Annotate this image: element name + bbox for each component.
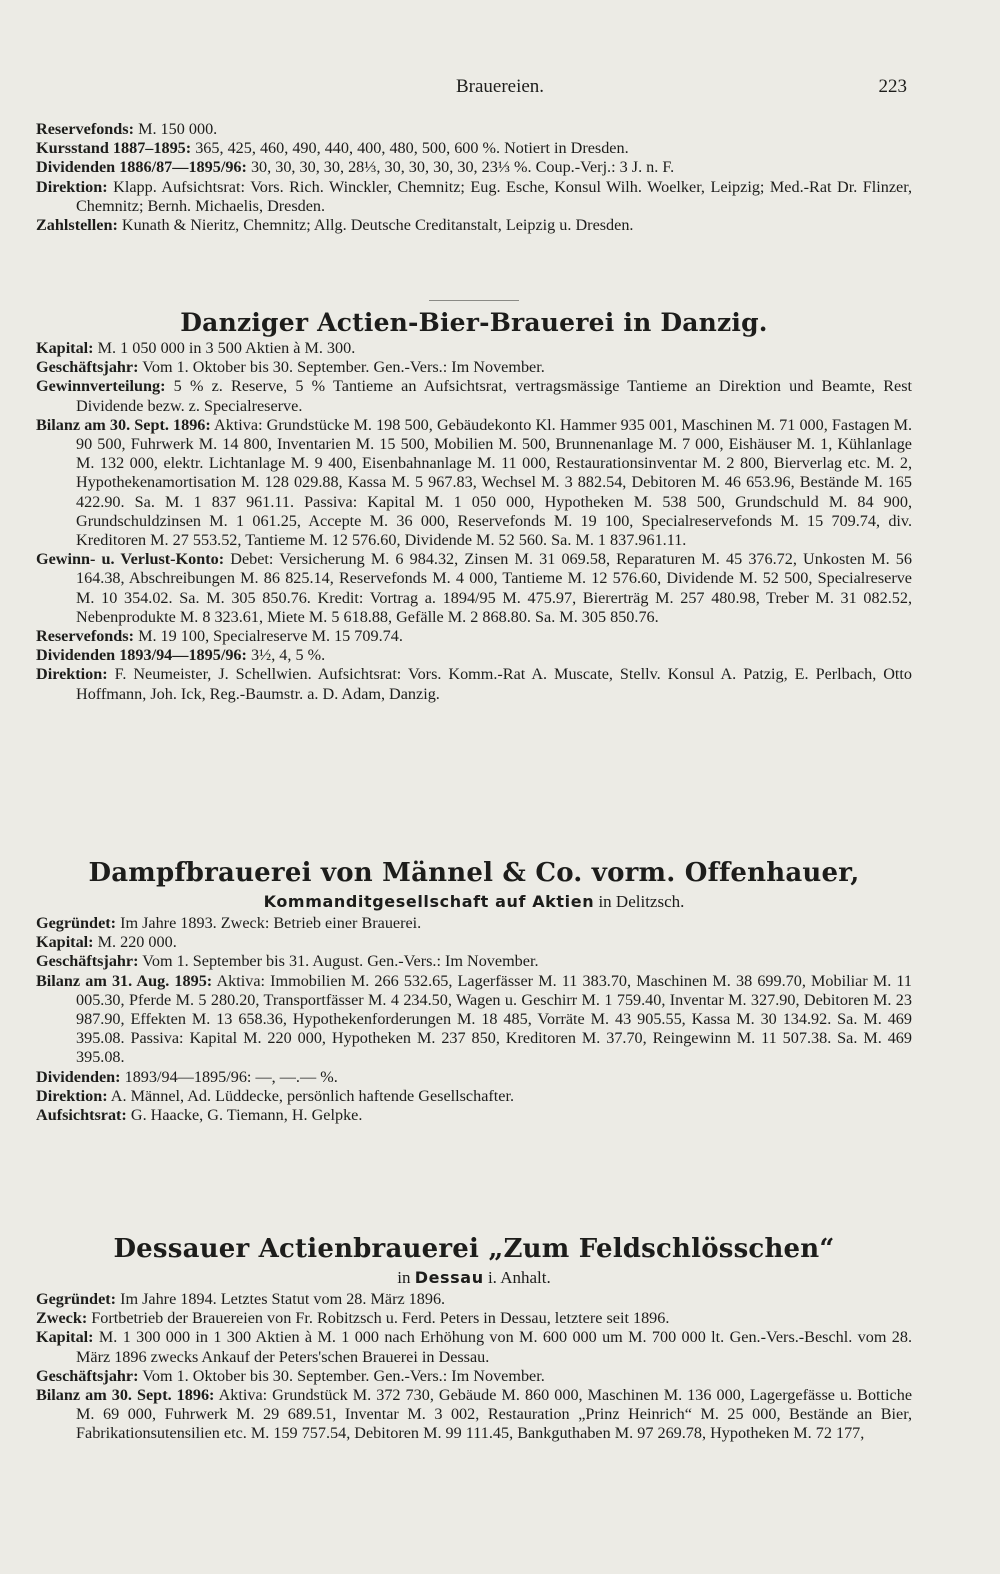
entry-label: Gegründet: xyxy=(36,914,117,932)
entry-kapital xyxy=(36,339,912,358)
entry-text: F. Neumeister, J. Schellwien. Aufsichtsrat: Vors. Komm.-Rat A. Muscate, Stellv. Konsul A. Patzig, E. Perlbach, Otto Hoffmann, Joh. Ick, Reg.-Baumstr. a. D. Adam, Danzig. xyxy=(76,665,912,703)
entry-text: M. 19 100, Specialreserve M. 15 709.74. xyxy=(134,627,403,646)
section-dampfbrauerei-maennel xyxy=(36,856,912,1125)
company-subtitle xyxy=(36,890,912,914)
entry-text: G. Haacke, G. Tiemann, H. Gelpke. xyxy=(126,1106,363,1125)
entry-text: M. 220 000. xyxy=(93,933,177,952)
company-subtitle-rest: i. Anhalt. xyxy=(483,1268,551,1287)
entry-label: Direktion: xyxy=(36,177,108,196)
entry-dividenden xyxy=(36,1068,912,1087)
entry-text: Vom 1. Oktober bis 30. September. Gen.-Vers.: Im November. xyxy=(138,358,545,377)
entry-label: Gegründet: xyxy=(36,1290,117,1308)
entry-geschaeftsjahr xyxy=(36,952,912,971)
entry-text: 5 % z. Reserve, 5 % Tantieme an Aufsichtsrat, vertragsmässige Tantieme an Direktion und Beamte, Rest Dividende bezw. z. Specialreserve. xyxy=(76,377,912,415)
entry-kursstand xyxy=(36,139,912,158)
entry-label: Direktion: xyxy=(36,1086,108,1105)
entry-label: Dividenden 1886/87—1895/96: xyxy=(36,158,247,177)
entry-text: Klapp. Aufsichtsrat: Vors. Rich. Winckler, Chemnitz; Eug. Esche, Konsul Wilh. Woelker, Leipzig; Med.-Rat Dr. Flinzer, Chemnitz; Bernh. Michaelis, Dresden. xyxy=(76,177,912,215)
section-danziger-brauerei xyxy=(36,300,912,704)
entry-bilanz xyxy=(36,416,912,550)
entry-label: Gewinn- u. Verlust-Konto: xyxy=(36,550,225,569)
entry-label: Geschäftsjahr: xyxy=(36,358,139,377)
entry-label: Dividenden: xyxy=(36,1067,121,1086)
entry-text: Vom 1. September bis 31. August. Gen.-Vers.: Im November. xyxy=(138,952,539,971)
entry-gewinnverteilung xyxy=(36,377,912,415)
entry-text: Im Jahre 1894. Letztes Statut vom 28. März 1896. xyxy=(116,1290,446,1308)
company-title: Dampfbrauerei von Männel & Co. vorm. Offenhauer, xyxy=(88,858,860,888)
running-head xyxy=(0,76,1000,100)
entry-label: Bilanz am 30. Sept. 1896: xyxy=(36,415,211,434)
entry-label: Gewinnverteilung: xyxy=(36,377,166,396)
section-divider xyxy=(429,300,519,301)
entry-dividenden xyxy=(36,646,912,665)
entry-reservefonds xyxy=(36,120,912,139)
entry-label: Reservefonds: xyxy=(36,120,135,138)
entry-geschaeftsjahr xyxy=(36,358,912,377)
entry-gegruendet xyxy=(36,914,912,933)
entry-text: A. Männel, Ad. Lüddecke, persönlich haftende Gesellschafter. xyxy=(107,1086,515,1105)
entry-text: Kunath & Nieritz, Chemnitz; Allg. Deutsche Creditanstalt, Leipzig u. Dresden. xyxy=(117,216,634,235)
entry-text: M. 1 050 000 in 3 500 Aktien à M. 300. xyxy=(93,339,356,357)
entry-text: M. 1 300 000 in 1 300 Aktien à M. 1 000 nach Erhöhung von M. 600 000 um M. 700 000 lt. Gen.-Vers.-Beschl. vom 28. März 1896 zwecks Ankauf der Peters'schen Brauerei in Dessau. xyxy=(76,1328,912,1366)
entry-bilanz xyxy=(36,1386,912,1444)
entry-direktion xyxy=(36,178,912,216)
entry-label: Zweck: xyxy=(36,1309,88,1328)
entry-label: Geschäftsjahr: xyxy=(36,952,139,971)
entry-text: Debet: Versicherung M. 6 984.32, Zinsen M. 31 069.58, Reparaturen M. 45 376.72, Unkosten M. 56 164.38, Abschreibungen M. 86 825.14, Reservefonds M. 4 000, Tantieme M. 12 576.60, Dividende M. 52 500, Specialreserve M. 10 354.02. Sa. M. 305 850.76. Kredit: Vortrag a. 1894/95 M. 475.97, Biererträg M. 257 480.98, Treber M. 31 082.52, Nebenprodukte M. 8 323.61, Miete M. 5 618.88, Gefälle M. 2 868.80. Sa. M. 305 850.76. xyxy=(76,550,912,626)
page-number: 223 xyxy=(878,76,907,97)
company-title: Dessauer Actienbrauerei „Zum Feldschlösschen“ xyxy=(113,1234,835,1264)
entry-aufsichtsrat xyxy=(36,1106,912,1125)
entry-label: Kapital: xyxy=(36,339,94,357)
company-subtitle xyxy=(36,1266,912,1290)
entry-label: Kapital: xyxy=(36,1328,94,1347)
entry-label: Kapital: xyxy=(36,933,94,952)
entry-bilanz xyxy=(36,972,912,1068)
entry-text: 365, 425, 460, 490, 440, 400, 480, 500, 600 %. Notiert in Dresden. xyxy=(191,139,629,158)
entry-text: Aktiva: Grundstück M. 372 730, Gebäude M. 860 000, Maschinen M. 136 000, Lagergefässe u. Bottiche M. 69 000, Fuhrwerk M. 29 689.51, Inventar M. 3 002, Restauration „Prinz Heinrich“ M. 25 000, Bestände an Bier, Fabrikationsutensilien etc. M. 159 757.54, Debitoren M. 99 111.45, Bankguthaben M. 97 269.78, Hypotheken M. 72 177, xyxy=(76,1386,913,1443)
section-dessauer-actienbrauerei xyxy=(36,1232,912,1444)
entry-label: Geschäftsjahr: xyxy=(36,1366,139,1385)
entry-zahlstellen xyxy=(36,216,912,235)
entry-kapital xyxy=(36,933,912,952)
entry-text: 3½, 4, 5 %. xyxy=(246,646,326,665)
entry-reservefonds xyxy=(36,627,912,646)
entry-text: Vom 1. Oktober bis 30. September. Gen.-Vers.: Im November. xyxy=(138,1366,545,1385)
entry-text: 1893/94—1895/96: —, —.— %. xyxy=(120,1067,338,1086)
company-subtitle-pre: in xyxy=(397,1268,415,1287)
entry-text: 30, 30, 30, 30, 28⅓, 30, 30, 30, 30, 23⅓ %. Coup.-Verj.: 3 J. n. F. xyxy=(246,158,675,177)
entry-gewinn-verlust xyxy=(36,550,912,627)
entry-label: Reservefonds: xyxy=(36,627,135,646)
entry-text: Aktiva: Immobilien M. 266 532.65, Lagerfässer M. 11 383.70, Maschinen M. 38 699.70, Mobiliar M. 11 005.30, Pferde M. 5 280.20, Transportfässer M. 4 234.50, Wagen u. Geschirr M. 1 759.40, Inventar M. 327.90, Debitoren M. 23 987.90, Effekten M. 13 658.36, Hypothekenforderungen M. 18 485, Vorräte M. 43 905.55, Kassa M. 30 134.92. Sa. M. 469 395.08. Passiva: Kapital M. 220 000, Hypotheken M. 237 850, Kreditoren M. 37.70, Reingewinn M. 11 507.38. Sa. M. 469 395.08. xyxy=(76,971,912,1067)
entry-label: Bilanz am 31. Aug. 1895: xyxy=(36,971,213,990)
entry-label: Bilanz am 30. Sept. 1896: xyxy=(36,1386,215,1405)
entry-label: Zahlstellen: xyxy=(36,216,118,235)
running-head-title: Brauereien. xyxy=(455,76,545,97)
company-subtitle-rest: in Delitzsch. xyxy=(594,892,685,911)
entry-dividenden xyxy=(36,158,912,177)
company-title: Danziger Actien-Bier-Brauerei in Danzig. xyxy=(180,308,768,337)
entry-text: Fortbetrieb der Brauereien von Fr. Robitzsch u. Ferd. Peters in Dessau, letztere seit 1896. xyxy=(87,1309,670,1328)
entry-label: Aufsichtsrat: xyxy=(36,1106,127,1125)
entry-geschaeftsjahr xyxy=(36,1367,912,1386)
entry-label: Direktion: xyxy=(36,665,108,684)
section-previous-company-tail xyxy=(36,120,912,235)
entry-label: Kursstand 1887–1895: xyxy=(36,139,192,158)
entry-text: Im Jahre 1893. Zweck: Betrieb einer Brauerei. xyxy=(116,914,422,932)
entry-kapital xyxy=(36,1328,912,1366)
entry-direktion xyxy=(36,1087,912,1106)
company-subtitle-bold: Kommanditgesellschaft auf Aktien xyxy=(263,892,595,911)
company-subtitle-bold: Dessau xyxy=(414,1268,484,1287)
entry-text: Aktiva: Grundstücke M. 198 500, Gebäudekonto Kl. Hammer 935 001, Maschinen M. 71 000, Fastagen M. 90 500, Fuhrwerk M. 14 800, Inventarien M. 15 500, Mobilien M. 500, Brunnenanlage M. 7 000, Eishäuser M. 1, Kühlanlage M. 132 000, elektr. Lichtanlage M. 9 400, Eisenbahnanlage M. 11 000, Restaurationsinventar M. 2 800, Bierverlag etc. M. 2, Hypothekenamortisation M. 128 029.88, Kassa M. 5 967.83, Wechsel M. 3 882.54, Debitoren M. 46 653.96, Bestände M. 165 422.90. Sa. M. 1 837 961.11. Passiva: Kapital M. 1 050 000, Hypotheken M. 538 500, Grundschuld M. 84 900, Grundschuldzinsen M. 1 061.25, Accepte M. 36 000, Reservefonds M. 19 100, Specialreservefonds M. 15 709.74, div. Kreditoren M. 27 553.52, Tantieme M. 12 576.60, Dividende M. 52 560. Sa. M. 1 837.961.11. xyxy=(76,415,913,550)
entry-direktion xyxy=(36,665,912,703)
entry-gegruendet xyxy=(36,1290,912,1309)
entry-zweck xyxy=(36,1309,912,1328)
entry-text: M. 150 000. xyxy=(134,120,218,138)
entry-label: Dividenden 1893/94—1895/96: xyxy=(36,646,247,665)
